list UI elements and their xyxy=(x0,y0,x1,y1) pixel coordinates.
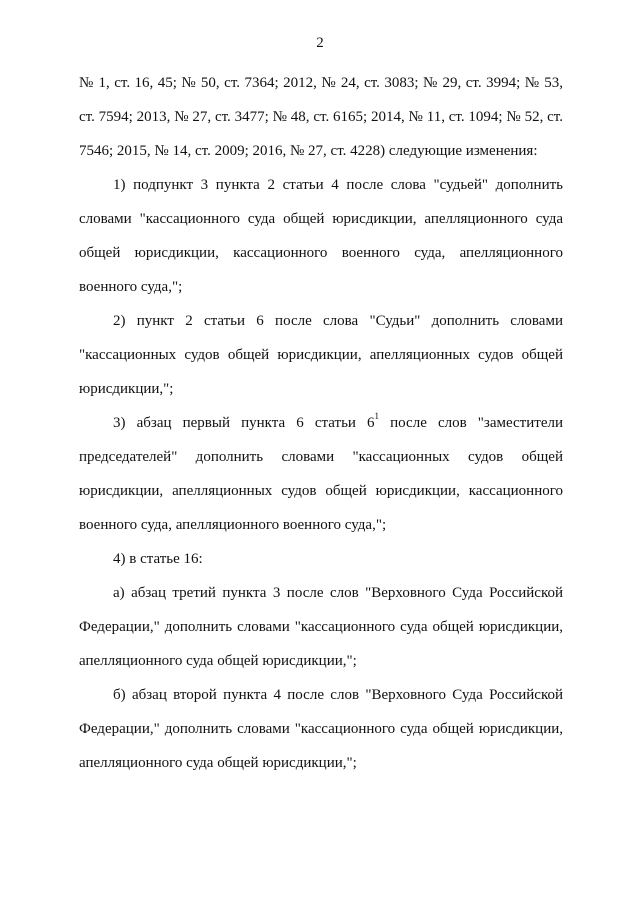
paragraph-item-3-lead: 3) абзац первый пункта 6 статьи 6 xyxy=(113,415,375,431)
paragraph-item-2: 2) пункт 2 статьи 6 после слова "Судьи" дополнить словами "кассационных судов общей юрисдикции, апелляционных судов общей юрисдикции,"; xyxy=(79,313,563,397)
paragraph-item-4: 4) в статье 16: xyxy=(113,551,203,567)
paragraph-citations: № 1, ст. 16, 45; № 50, ст. 7364; 2012, № 24, ст. 3083; № 29, ст. 3994; № 53, ст. 7594; 2013, № 27, ст. 3477; № 48, ст. 6165; 2014, № 11, ст. 1094; № 52, ст. 7546; 2015, № 14, ст. 2009; 2016, № 27, ст. 4228) следующие изменения: xyxy=(79,75,563,159)
document-body xyxy=(79,66,563,780)
paragraph-subitem-a: а) абзац третий пункта 3 после слов "Верховного Суда Российской Федерации," дополнить словами "кассационного суда общей юрисдикции, апелляционного суда общей юрисдикции,"; xyxy=(79,585,563,669)
superscript-index: 1 xyxy=(374,411,380,421)
paragraph-item-1: 1) подпункт 3 пункта 2 статьи 4 после слова "судьей" дополнить словами "кассационного суда общей юрисдикции, апелляционного суда общей юрисдикции, кассационного военного суда, апелляционного военного суда,"; xyxy=(79,177,563,295)
paragraph-item-3-rest: после слов "заместители председателей" дополнить словами "кассационных судов общей юрисдикции, апелляционных судов общей юрисдикции, кассационного военного суда, апелляционного военного суда,"; xyxy=(79,415,563,533)
page-number: 2 xyxy=(316,35,324,51)
paragraph-item-3 xyxy=(79,406,563,542)
paragraph-subitem-b: б) абзац второй пункта 4 после слов "Верховного Суда Российской Федерации," дополнить словами "кассационного суда общей юрисдикции, апелляционного суда общей юрисдикции,"; xyxy=(79,687,563,771)
